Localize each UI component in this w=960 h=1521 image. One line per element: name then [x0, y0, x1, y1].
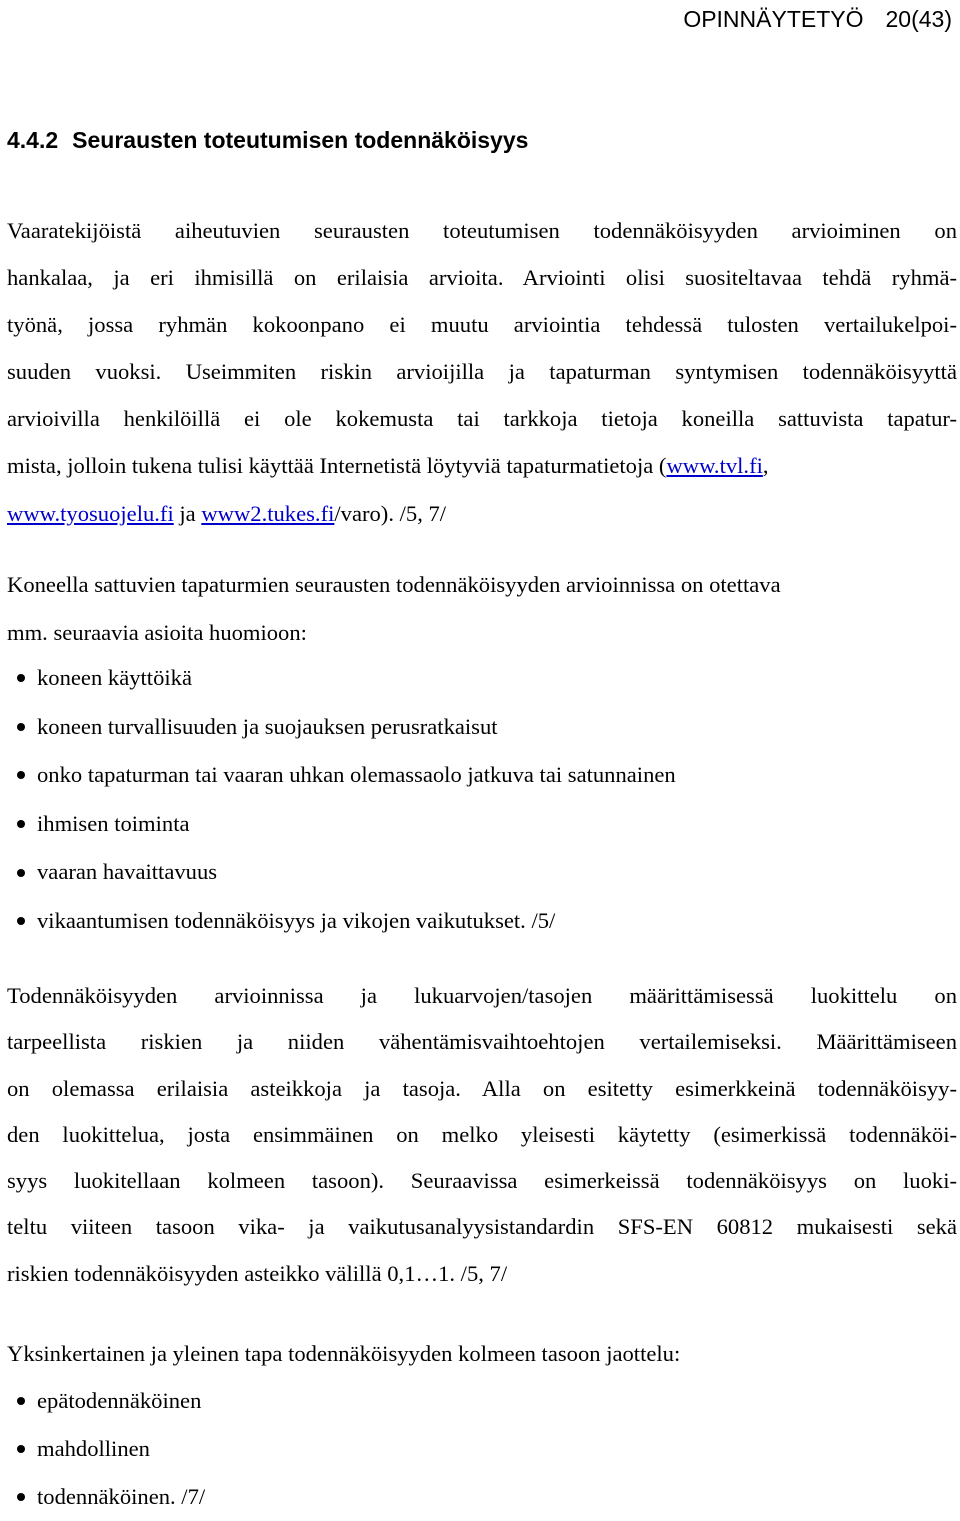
page-header: [683, 4, 952, 34]
section-number: 4.4.2: [7, 127, 59, 153]
conjunction-text: ja: [173, 500, 202, 526]
list-item-text: vikaantumisen todennäköisyys ja vikojen vaikutukset. /5/: [37, 907, 556, 933]
list-item-text: epätodennäköinen: [37, 1388, 202, 1413]
paragraph-considerations-intro: [7, 561, 957, 657]
paragraph-line-text: mista, jolloin tukena tulisi käyttää Internetistä löytyviä tapaturmatietoja (: [7, 453, 667, 479]
list-item-text: ihmisen toiminta: [37, 810, 190, 836]
paragraph-line: den luokittelua, josta ensimmäinen on melko yleisesti käytetty (esimerkissä todennäköi-: [7, 1121, 957, 1147]
probability-levels-list: [7, 1377, 205, 1521]
list-item-text: vaaran havaittavuus: [37, 859, 218, 885]
paragraph-line: työnä, jossa ryhmän kokoonpano ei muutu arviointia tehdessä tulosten vertailukelpoi-: [7, 312, 957, 338]
paragraph-line: suuden vuoksi. Useimmiten riskin arvioijilla ja tapaturman syntymisen todennäköisyyttä: [7, 359, 957, 385]
reference-text: /varo). /5, 7/: [334, 500, 447, 526]
paragraph-line: teltu viiteen tasoon vika- ja vaikutusanalyysistandardin SFS-EN 60812 mukaisesti sekä: [7, 1214, 957, 1240]
page-number: 20(43): [885, 6, 952, 32]
document-type: OPINNÄYTETYÖ: [683, 6, 864, 32]
link-tyosuojelu[interactable]: www.tyosuojelu.fi: [7, 500, 174, 526]
list-item: [7, 897, 676, 946]
bullet-icon: [17, 917, 25, 925]
list-item: [7, 848, 676, 897]
bullet-icon: [17, 1397, 25, 1405]
list-item: [7, 1425, 205, 1473]
bullet-icon: [17, 1445, 25, 1453]
paragraph-line-with-link: [7, 442, 957, 489]
paragraph-line: Vaaratekijöistä aiheutuvien seurausten toteutumisen todennäköisyyden arvioiminen on: [7, 218, 957, 243]
list-item-text: onko tapaturman tai vaaran uhkan olemassaolo jatkuva tai satunnainen: [37, 762, 676, 788]
paragraph-three-levels-intro: [7, 1330, 957, 1378]
list-item: [7, 1473, 205, 1521]
paragraph-probability-assessment: [7, 207, 957, 537]
paragraph-line: arvioivilla henkilöillä ei ole kokemusta tai tarkkoja tietoja koneilla sattuvista tapatur-: [7, 406, 957, 432]
paragraph-line: Yksinkertainen ja yleinen tapa todennäköisyyden kolmeen tasoon jaottelu:: [7, 1341, 681, 1366]
bullet-icon: [17, 1493, 25, 1501]
link-tukes[interactable]: www2.tukes.fi: [201, 500, 335, 526]
paragraph-line: syys luokitellaan kolmeen tasoon). Seuraavissa esimerkeissä todennäköisyys on luoki-: [7, 1168, 957, 1194]
list-item: [7, 751, 676, 800]
paragraph-line: mm. seuraavia asioita huomioon:: [7, 620, 307, 645]
paragraph-line: hankalaa, ja eri ihmisillä on erilaisia arvioita. Arviointi olisi suositeltavaa tehdä ryhmä-: [7, 265, 957, 291]
list-item: [7, 1377, 205, 1425]
list-item: [7, 800, 676, 849]
list-item: [7, 654, 676, 703]
list-item-text: mahdollinen: [37, 1436, 150, 1461]
list-item-text: koneen käyttöikä: [37, 665, 192, 690]
bullet-icon: [17, 674, 25, 682]
paragraph-line-links: [7, 490, 957, 537]
bullet-icon: [17, 771, 25, 779]
paragraph-line: Todennäköisyyden arvioinnissa ja lukuarvojen/tasojen määrittämisessä luokittelu on: [7, 983, 957, 1008]
list-item-text: koneen turvallisuuden ja suojauksen perusratkaisut: [37, 713, 498, 739]
considerations-list: [7, 654, 676, 946]
section-heading: [7, 124, 528, 156]
paragraph-line: tarpeellista riskien ja niiden vähentämisvaihtoehtojen vertailemiseksi. Määrittämiseen: [7, 1029, 957, 1055]
bullet-icon: [17, 820, 25, 828]
list-item-text: todennäköinen. /7/: [37, 1484, 206, 1509]
section-title: Seurausten toteutumisen todennäköisyys: [72, 127, 529, 153]
list-item: [7, 703, 676, 752]
paragraph-line: riskien todennäköisyyden asteikko välillä 0,1…1. /5, 7/: [7, 1260, 508, 1286]
paragraph-line: Koneella sattuvien tapaturmien seurausten todennäköisyyden arvioinnissa on otettava: [7, 572, 781, 597]
bullet-icon: [17, 723, 25, 731]
bullet-icon: [17, 869, 25, 877]
link-tvl[interactable]: www.tvl.fi: [666, 453, 763, 479]
paragraph-line: on olemassa erilaisia asteikkoja ja tasoja. Alla on esitetty esimerkkeinä todennäköisyy-: [7, 1075, 957, 1101]
comma: ,: [762, 453, 769, 479]
paragraph-classification: [7, 973, 957, 1297]
